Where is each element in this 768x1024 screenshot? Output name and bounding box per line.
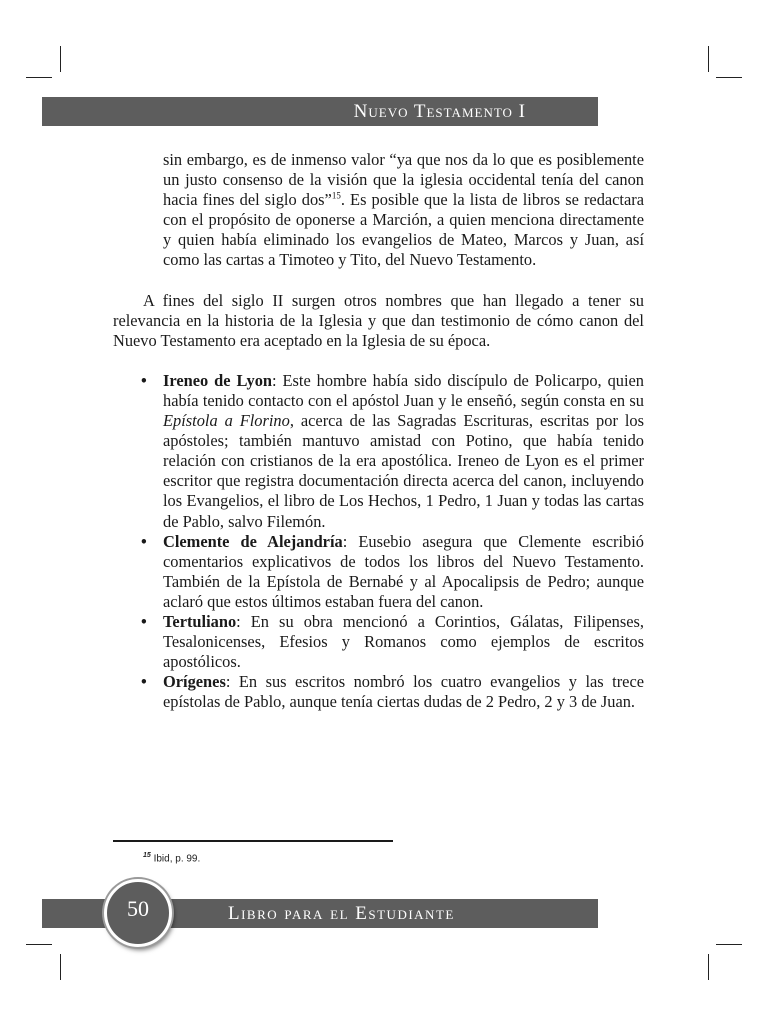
crop-mark [708,46,709,72]
bullet-icon: • [141,611,147,631]
author-description: : Este hombre había sido discípulo de Policarpo, quien había tenido contacto con el apóstol Juan y le enseñó, según consta en su [163,370,645,410]
bullet-icon: • [141,672,147,692]
footnote-number: 15 [143,852,151,859]
work-title: Epístola a Florino [163,411,290,431]
page-number-badge [104,879,172,947]
crop-mark [26,77,52,78]
author-list [113,371,644,713]
bullet-icon: • [141,531,147,551]
intro-paragraph [163,150,644,271]
author-description: : En su obra mencionó a Corintios, Gálatas, Filipenses, Tesalonicenses, Efesios y Romanos como ejemplos de escritos apostólicos. [163,611,644,672]
running-footer-title: Libro para el Estudiante [228,903,455,924]
crop-mark [60,46,61,72]
page-number: 50 [127,896,149,921]
bullet-icon: • [141,370,147,390]
author-name: Orígenes [163,672,226,692]
list-item [141,370,645,532]
author-description-continued: , acerca de las Sagradas Escrituras, escritas por los apóstoles; también mantuvo amistad con Potino, que había tenido relación con cristianos de la era apostólica. Ireneo de Lyon es el primer escritor que registra documentación directa acerca del canon, incluyendo los Evangelios, el libro de Los Hechos, 1 Pedro, 1 Juan y todas las cartas de Pablo, salvo Filemón. [163,411,644,531]
intro-text: sin embargo, es de inmenso valor “ya que nos da lo que es posiblemente un justo consenso de la visión que la iglesia occidental tenía del canon hacia fines del siglo dos” [163,150,644,210]
author-name: Ireneo de Lyon [163,370,273,390]
footnote [143,852,200,864]
list-item [141,611,644,672]
footnote-reference[interactable]: 15 [331,190,341,201]
crop-mark [716,77,742,78]
header-bar [42,97,598,126]
crop-mark [26,944,52,945]
author-description: : Eusebio asegura que Clemente escribió comentarios explicativos de todos los libros del Nuevo Testamento. También de la Epístola de Bernabé y al Apocalipsis de Pedro; aunque aclaró que estos últimos estaban fuera del canon. [163,531,645,611]
footnote-text: Ibid, p. 99. [150,853,201,865]
intro-text-continued: . Es posible que la lista de libros se redactara con el propósito de oponerse a Marción, a quien menciona directamente y quien había eliminado los evangelios de Mateo, Marcos y Juan, así como las cartas a Timoteo y Tito, del Nuevo Testamento. [163,190,644,270]
list-item [141,531,645,612]
body-paragraph: A fines del siglo II surgen otros nombres que han llegado a tener su relevancia en la historia de la Iglesia y que dan testimonio de cómo canon del Nuevo Testamento era aceptado en la Iglesia de su época. [113,290,644,350]
author-name: Tertuliano [163,611,237,631]
author-description: : En sus escritos nombró los cuatro evangelios y las trece epístolas de Pablo, aunque tenía ciertas dudas de 2 Pedro, 2 y 3 de Juan. [163,672,644,712]
page-content [113,150,644,712]
crop-mark [60,954,61,980]
list-item [141,672,644,712]
author-name: Clemente de Alejandría [163,531,343,551]
footnote-divider [113,840,393,842]
running-header-title: Nuevo Testamento I [353,101,526,122]
crop-mark [716,944,742,945]
crop-mark [708,954,709,980]
